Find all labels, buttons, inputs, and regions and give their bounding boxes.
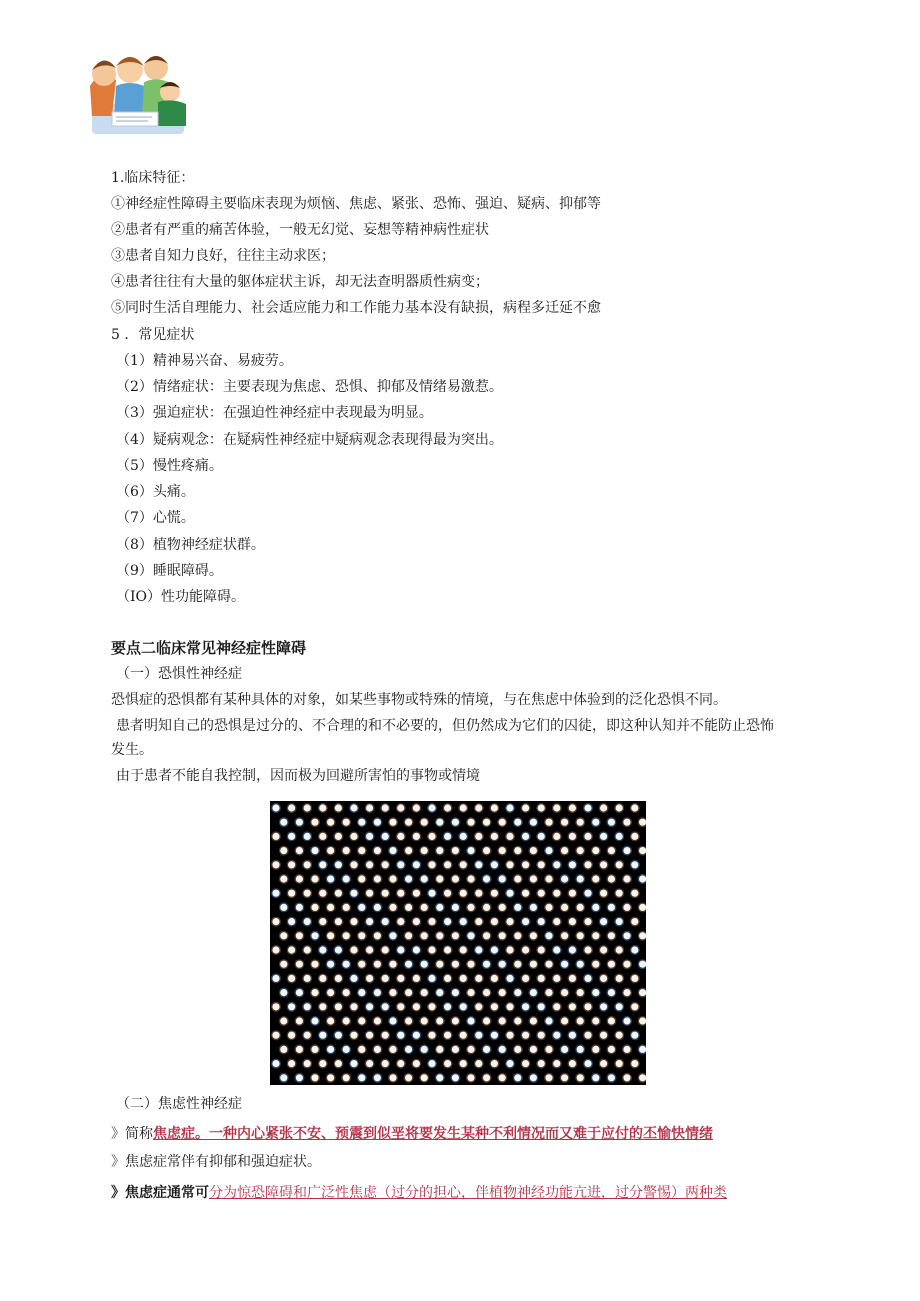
bullet-line: 》焦虑症常伴有抑郁和强迫症状。 — [111, 1154, 321, 1170]
list-item: （9）睡眠障碍。 — [116, 563, 223, 579]
list-item: （3）强迫症状：在强迫性神经症中表现最为明显。 — [116, 405, 433, 421]
children-studying-illustration-icon — [82, 46, 192, 138]
list-item: （7）心慌。 — [116, 510, 195, 526]
list-item: （IO）性功能障碍。 — [116, 589, 246, 605]
list-item: （6）头痛。 — [116, 484, 195, 500]
paragraph: 患者明知自己的恐惧是过分的、不合理的和不必要的，但仍然成为它们的囚徒，即这种认知并不能防止恐怖 — [116, 718, 774, 734]
subheading-anxiety-neurosis: （二）焦虑性神经症 — [116, 1096, 242, 1112]
list-item: （2）情绪症状：主要表现为焦虑、恐惧、抑郁及情绪易激惹。 — [116, 379, 503, 395]
highlight-text: 分为惊恐障碍和广泛性焦虑（过分的担心，伴植物神经功能亢进，过分警惕）两种类 — [209, 1185, 727, 1201]
section-heading-common-neuroses: 要点二临床常见神经症性障碍 — [111, 639, 307, 657]
list-item: ①神经症性障碍主要临床表现为烦恼、焦虑、紧张、恐怖、强迫、疑病、抑郁等 — [111, 196, 601, 212]
paragraph: 恐惧症的恐惧都有某种具体的对象，如某些事物或特殊的情境，与在焦虑中体验到的泛化恐惧不同。 — [111, 692, 727, 708]
list-item: ②患者有严重的痛苦体验，一般无幻觉、妄想等精神病性症状 — [111, 222, 489, 238]
bullet-line — [111, 1183, 727, 1203]
paragraph: 发生。 — [111, 742, 153, 758]
dot-pattern-image-icon — [270, 801, 646, 1085]
list-item: ③患者自知力良好，往往主动求医； — [111, 248, 335, 264]
list-item: （5）慢性疼痛。 — [116, 458, 223, 474]
bullet-prefix: 》焦虑症通常可 — [111, 1185, 209, 1201]
list-item: （1）精神易兴奋、易疲劳。 — [116, 353, 293, 369]
bullet-line — [111, 1124, 713, 1144]
section-heading-common-symptoms: 5 ．常见症状 — [111, 327, 195, 343]
paragraph: 由于患者不能自我控制，因而极为回避所害怕的事物或情境 — [116, 768, 480, 784]
subheading-phobic-neurosis: （一）恐惧性神经症 — [116, 666, 242, 682]
list-item: ⑤同时生活自理能力、社会适应能力和工作能力基本没有缺损，病程多迁延不愈 — [111, 300, 601, 316]
bullet-prefix: 》简称 — [111, 1126, 153, 1142]
list-item: （4）疑病观念：在疑病性神经症中疑病观念表现得最为突出。 — [116, 432, 503, 448]
list-item: （8）植物神经症状群。 — [116, 537, 265, 553]
list-item: ④患者往往有大量的躯体症状主诉，却无法查明器质性病变； — [111, 274, 489, 290]
highlight-text: 焦虑症。一种内心紧张不安、预震到似垩将要发生某种不利情况而又难于应付的丕愉快情绪 — [153, 1126, 713, 1142]
section-heading-clinical-features: 1.临床特征： — [111, 170, 195, 186]
